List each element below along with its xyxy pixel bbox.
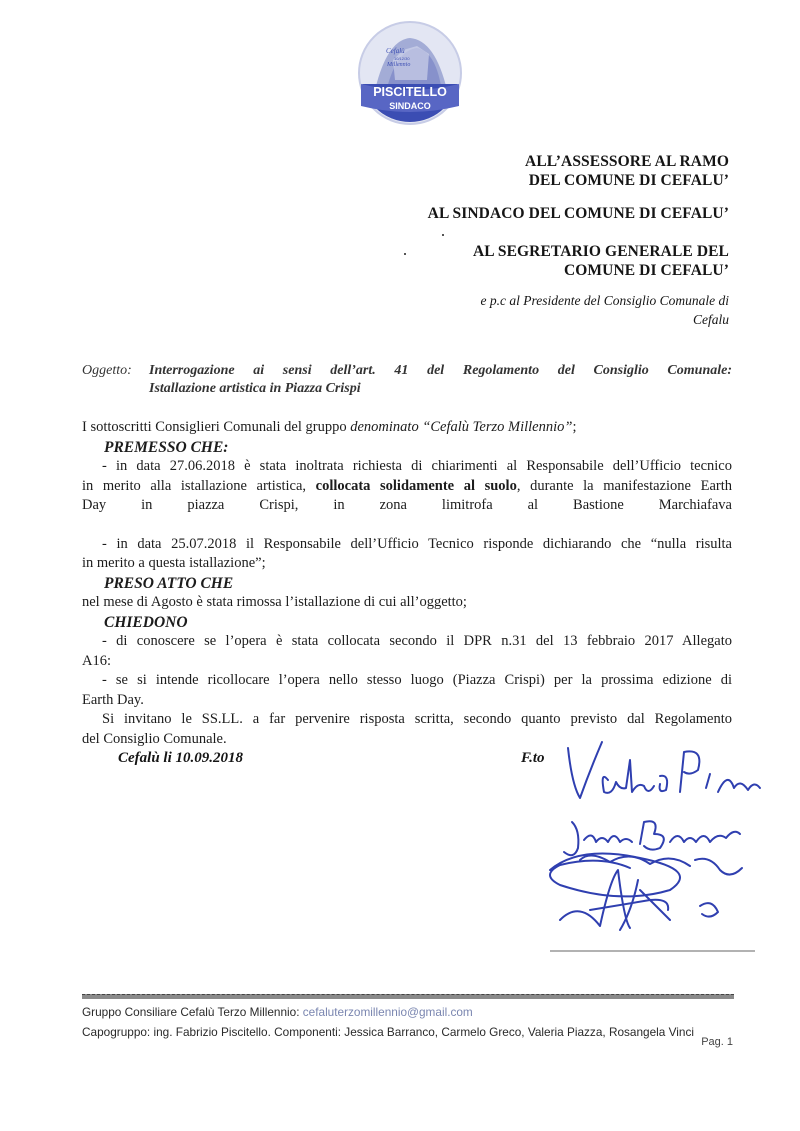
handwritten-signatures (520, 730, 770, 970)
piscitello-sindaco-logo (357, 20, 463, 126)
body-line: del Consiglio Comunale. (82, 730, 227, 747)
addressee-segretario (473, 242, 729, 280)
addressee-line: COMUNE DI CEFALU’ (563, 262, 729, 279)
signature-stroke (568, 742, 602, 798)
body-text-emphasis: collocata solidamente al suolo (315, 477, 517, 494)
signature-stroke (660, 776, 668, 791)
body-line: - di conoscere se l’opera è stata collocata secondo il DPR n.31 del 13 febbraio 2017 Allegato (102, 633, 732, 649)
intro-paragraph (82, 418, 732, 438)
body-line: - in data 27.06.2018 è stata inoltrata richiesta di chiarimenti al Responsabile dell’Ufficio tecnico (102, 458, 732, 474)
subject-label: Oggetto: (82, 363, 132, 378)
intro-text: I sottoscritti Consiglieri Comunali del gruppo (82, 419, 351, 435)
logo-text-millennio: Millennio (387, 62, 411, 68)
heading-preso-atto: PRESO ATTO CHE (104, 574, 234, 592)
signature-stroke (560, 870, 630, 928)
body-line (82, 477, 732, 497)
letter-body (82, 418, 732, 749)
addressee-sindaco (428, 204, 729, 223)
signature-stroke (640, 821, 664, 849)
signature-stroke (603, 760, 654, 793)
subject-line: Interrogazione ai sensi dell’art. 41 del Regolamento del Consiglio Comunale: (149, 363, 732, 378)
body-line: Si invitano le SS.LL. a far pervenire risposta scritta, secondo quanto previsto dal Regolamento (102, 711, 732, 727)
footer (82, 1002, 737, 1042)
intro-end: ; (572, 419, 577, 435)
cc-line: e p.c al Presidente del Consiglio Comunale di (480, 293, 729, 308)
group-name: denominato “Cefalù Terzo Millennio” (350, 419, 573, 435)
addressee-line: AL SEGRETARIO GENERALE DEL (473, 243, 729, 260)
footer-email: cefaluterzomillennio@gmail.com (302, 1005, 473, 1019)
subject-line: Istallazione artistica in Piazza Crispi (149, 381, 361, 396)
logo-text-cefalu: Cefalù (386, 47, 405, 55)
signature-stroke (695, 859, 742, 875)
signature-stroke (680, 751, 699, 792)
page-number: Pag. 1 (701, 1036, 733, 1048)
heading-premesso: PREMESSO CHE: (104, 438, 229, 456)
signed-label: F.to (521, 750, 545, 766)
body-line: - se si intende ricollocare l’opera nello stesso luogo (Piazza Crispi) per la prossima edizione di (102, 672, 732, 688)
cc-line: Cefalu (693, 312, 729, 327)
body-line: A16: (82, 652, 111, 669)
body-line: in merito a questa istallazione”; (82, 555, 266, 571)
body-text: , durante la manifestazione Earth (516, 477, 732, 494)
body-line: nel mese di Agosto è stata rimossa l’istallazione di cui all’oggetto; (82, 594, 467, 610)
footer-line: Capogruppo: ing. Fabrizio Piscitello. Componenti: Jessica Barranco, Carmelo Greco, Valeria Piazza, Rosangela Vinci (82, 1025, 694, 1039)
body-text: in merito alla istallazione artistica, (82, 477, 316, 494)
signature-stroke (700, 903, 718, 916)
heading-chiedono: CHIEDONO (104, 613, 188, 631)
place-date: Cefalù li 10.09.2018 (118, 750, 244, 766)
footer-group: Gruppo Consiliare Cefalù Terzo Millennio: (82, 1005, 303, 1019)
addressee-line: DEL COMUNE DI CEFALU’ (528, 172, 729, 189)
logo-role: SINDACO (389, 101, 431, 111)
scan-speck (442, 234, 444, 236)
addressee-line: ALL’ASSESSORE AL RAMO (525, 153, 729, 170)
signature-stroke (564, 822, 578, 855)
body-line: Day in piazza Crispi, in zona limitrofa al Bastione Marchiafava (82, 497, 732, 513)
footer-rule (82, 994, 734, 999)
logo-text-year: 10/12/30 (394, 56, 410, 61)
addressee-assessore (525, 152, 729, 190)
subject (82, 362, 732, 398)
footer-line (82, 1002, 737, 1022)
signature-stroke (670, 832, 740, 842)
scan-speck (404, 253, 406, 255)
signature-stroke (706, 774, 760, 792)
body-line: Earth Day. (82, 691, 144, 708)
logo-name: PISCITELLO (373, 85, 447, 99)
cc-recipient (481, 291, 729, 329)
signature-stroke (584, 835, 632, 842)
addressee-line: AL SINDACO DEL COMUNE DI CEFALU’ (427, 205, 729, 222)
body-line: - in data 25.07.2018 il Responsabile dell’Ufficio Tecnico risponde dichiarando che “nulla risulta (102, 535, 732, 552)
